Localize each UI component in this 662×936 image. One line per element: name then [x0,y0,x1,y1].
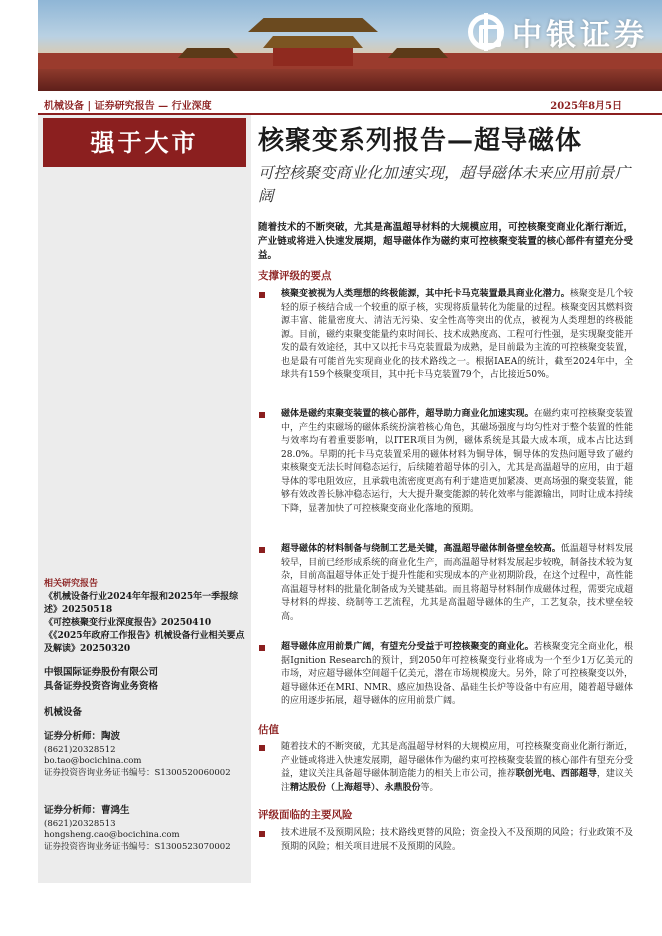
report-header-strip [38,91,662,115]
section-heading-valuation: 估值 [258,724,279,736]
report-summary: 随着技术的不断突破，尤其是高温超导材料的大规模应用，可控核聚变商业化渐行渐近，产业链或将进入快速发展期，超导磁体作为磁约束可控核聚变装置的核心部件有望充分受益。 [258,222,633,261]
company-qualification: 具备证券投资咨询业务资格 [44,681,159,692]
bullet-square-icon [259,292,265,298]
industry-tag: 机械设备 [44,707,83,718]
bullet-body: 若核聚变完全商业化，根据Ignition Research的预计，到2050年可控核聚变行业将成为一个至少1万亿美元的市场，对应超导磁体空间超千亿美元，潜在市场规模庞大。另外，除了可控核聚变以外，超导磁体还在MRI、NMR、感应加热设备、晶硅生长炉等设备中有应用，随着超导磁体的应用逐步拓展，超导磁体的应用前景广阔。 [281,642,633,706]
bank-logo-icon [468,14,504,50]
company-name: 中银国际证券股份有限公司 [44,667,159,678]
side-building-right [388,48,448,58]
rating-badge: 强于大市 [43,118,246,167]
palace-hall-image [248,8,378,72]
bullet-point [259,827,633,854]
related-research [44,578,248,656]
bullet-lead: 超导磁体的材料制备与绕制工艺是关键，高温超导磁体制备壁垒较高。 [281,544,561,554]
watch-stocks: 精达股份（上海超导）、永鼎股份 [290,782,421,793]
related-research-heading: 相关研究报告 [44,579,99,589]
brand-logo [468,10,648,54]
analyst-email[interactable]: hongsheng.cao@bocichina.com [44,830,180,840]
valuation-text: ，建议关注 [281,769,633,793]
bullet-lead: 核聚变被视为人类理想的终极能源，其中托卡马克装置最具商业化潜力。 [281,289,570,299]
analyst-name: 证券分析师：陶波 [44,731,121,742]
related-report-link[interactable]: 《《2025年政府工作报告》机械设备行业相关要点及解读》20250320 [44,631,245,654]
report-subtitle: 可控核聚变商业化加速实现，超导磁体未来应用前景广阔 [258,164,631,205]
analyst-email[interactable]: bo.tao@bocichina.com [44,756,142,766]
side-building-left [178,48,238,58]
brand-name: 中银证券 [512,18,648,53]
analyst-card [44,731,248,779]
bullet-lead: 磁体是磁约束聚变装置的核心部件，超导助力商业化加速实现。 [281,409,534,419]
bullet-square-icon [259,547,265,553]
analyst-certificate: 证券投资咨询业务证书编号：S1300523070002 [44,841,231,852]
valuation-text: 等。 [420,782,439,793]
analyst-card [44,805,248,853]
page-footer [38,883,662,936]
bullet-square-icon [259,745,265,751]
related-report-link[interactable]: 《可控核聚变行业深度报告》20250410 [44,618,212,628]
left-sidebar [38,115,251,883]
report-title: 核聚变系列报告—超导磁体 [258,126,583,156]
company-info [44,666,248,694]
header-banner [38,0,662,91]
bullet-point [259,543,633,624]
bullet-point [259,408,633,516]
bullet-point [259,288,633,383]
recommended-stocks: 联创光电、西部超导 [515,769,597,779]
report-category: 机械设备 | 证券研究报告 — 行业深度 [44,101,212,112]
analyst-phone: (8621)20328513 [44,818,116,829]
bullet-body: 在磁约束可控核聚变装置中，产生约束磁场的磁体系统扮演着核心角色，其磁场强度与均匀性对于整个装置的性能与效率均有着重要影响，以ITER项目为例，磁体系统是其最大成本项，成本占比达到28.0%。早期的托卡马克装置采用的磁体材料为铜导体，铜导体的发热问题导致了磁约束核聚变无法长时间稳态运行，后续随着超导体的引入，尤其是高温超导的应用，由于超导体的零电阻效应，且承载电流密度更高有利于建造更加紧凑、更高场强的聚变装置，能够有效改善长脉冲稳态运行，大大提升聚变能源的转化效率与能源输出，同时让成本持续下降，显著加快了可控核聚变商业化落地的预期。 [281,409,633,514]
bullet-body: 低温超导材料发展较早，目前已经形成系统的商业化生产，而高温超导材料发展起步较晚，制备技术较为复杂，目前高温超导体正处于提升性能和实现成本的产业初期阶段，在这个过程中，高性能高温超导材料的批量化制备成为关键基础。而且将超导材料制作成磁体过程，需要完成超导材料的焊接、绕制等工艺流程，尤其是高温超导磁体的生产，工艺复杂，技术壁垒较高。 [281,544,633,622]
analyst-phone: (8621)20328512 [44,744,116,755]
bullet-point [259,741,633,795]
bullet-square-icon [259,412,265,418]
bullet-square-icon [259,645,265,651]
bullet-lead: 超导磁体应用前景广阔，有望充分受益于可控核聚变的商业化。 [281,642,534,652]
risk-text: 技术进展不及预期风险；技术路线更替的风险；资金投入不及预期的风险；行业政策不及预期的风险；相关项目进展不及预期的风险。 [281,828,633,852]
bullet-point [259,641,633,709]
bullet-square-icon [259,831,265,837]
section-heading-risks: 评级面临的主要风险 [258,809,353,821]
analyst-name: 证券分析师：曹鸿生 [44,805,130,816]
related-report-link[interactable]: 《机械设备行业2024年年报和2025年一季报综述》20250518 [44,592,239,615]
analyst-certificate: 证券投资咨询业务证书编号：S1300520060002 [44,767,231,778]
valuation-text: 随着技术的不断突破，尤其是高温超导材料的大规模应用，可控核聚变商业化渐行渐近，产业链或将进入快速发展期，超导磁体作为磁约束可控核聚变装置的核心部件有望充分受益，建议关注具备超导磁体制造能力的相关上市公司，推荐 [281,742,633,779]
bullet-body: 核聚变是几个较轻的原子核结合成一个较重的原子核，实现将质量转化为能量的过程。核聚变因其燃料资源丰富、能量密度大、清洁无污染、安全性高等突出的优点，被视为人类理想的终极能源。目前，磁约束聚变能量约束时间长、技术成熟度高、工程可行性强，是实现聚变能开发的最有效途径，其中又以托卡马克装置最为成熟，是目前最为主流的可控核聚变装置，也是最有可能首先实现商业化的技术路线之一。根据IAEA的统计，截至2024年中，全球共有159个核聚变项目，其中托卡马克装置79个，占比接近50%。 [281,289,633,380]
palace-ground [38,69,662,91]
report-date: 2025年8月5日 [550,101,622,112]
section-heading-rating-points: 支撑评级的要点 [258,270,332,282]
